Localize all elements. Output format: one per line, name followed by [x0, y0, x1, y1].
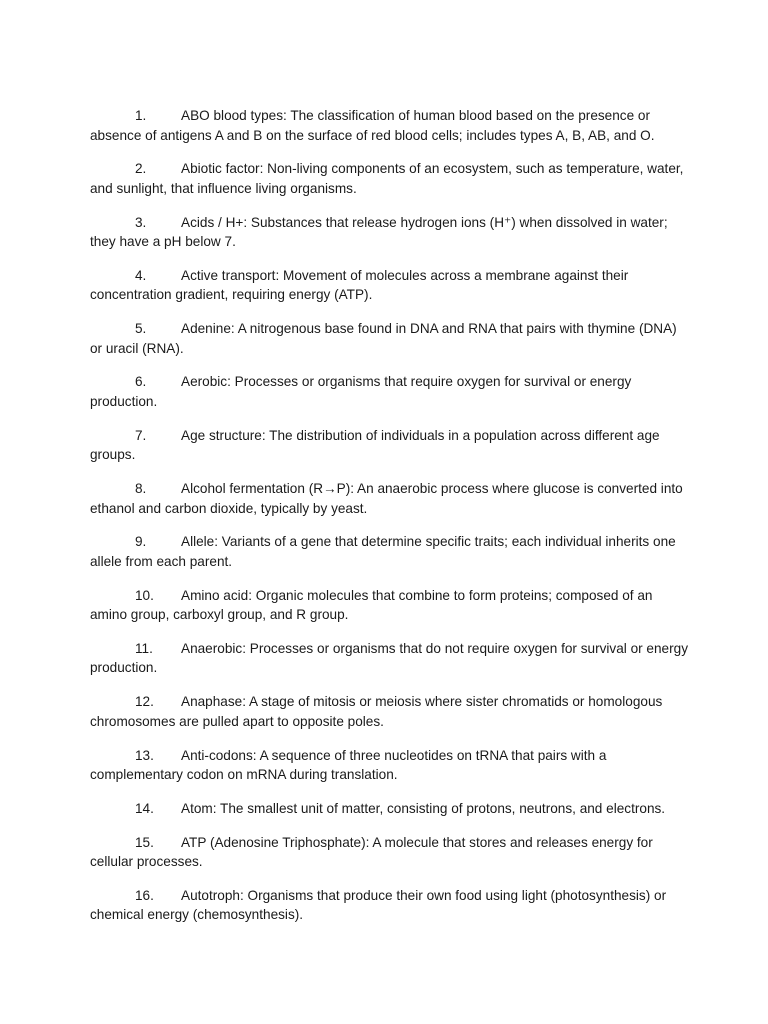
entry-number: 10.	[135, 587, 154, 603]
glossary-entry	[90, 159, 690, 198]
entry-text: Alcohol fermentation (R→P): An anaerobic process where glucose is converted into ethanol and carbon dioxide, typically by yeast.	[90, 481, 683, 516]
entry-text: Acids / H+: Substances that release hydrogen ions (H⁺) when dissolved in water; they have a pH below 7.	[90, 214, 668, 250]
entry-text: Atom: The smallest unit of matter, consisting of protons, neutrons, and electrons.	[181, 800, 666, 816]
entry-number: 8.	[135, 481, 147, 497]
entry-number: 12.	[135, 694, 154, 710]
glossary-entry	[90, 799, 690, 819]
entry-number: 4.	[135, 267, 147, 283]
entry-text: Autotroph: Organisms that produce their own food using light (photosynthesis) or chemical energy (chemosynthesis).	[90, 887, 667, 923]
glossary-entry	[90, 833, 690, 872]
entry-number: 15.	[135, 834, 154, 850]
entry-number: 2.	[135, 161, 147, 177]
glossary-entry	[90, 532, 690, 571]
entry-text: Amino acid: Organic molecules that combine to form proteins; composed of an amino group, carboxyl group, and R group.	[90, 587, 653, 623]
entry-number: 5.	[135, 321, 147, 337]
entry-text: Allele: Variants of a gene that determine specific traits; each individual inherits one allele from each parent.	[90, 534, 676, 569]
entry-number: 16.	[135, 887, 154, 903]
entry-text: Anaerobic: Processes or organisms that do not require oxygen for survival or energy production.	[90, 640, 688, 676]
glossary-entry	[90, 266, 690, 305]
glossary-entry	[90, 319, 690, 358]
glossary-entry	[90, 692, 690, 731]
glossary-entry	[90, 479, 690, 518]
entry-number: 3.	[135, 214, 147, 230]
entry-text: Active transport: Movement of molecules across a membrane against their concentration gradient, requiring energy (ATP).	[90, 267, 629, 303]
entry-number: 6.	[135, 374, 147, 390]
glossary-entry	[90, 746, 690, 785]
glossary-entry	[90, 213, 690, 252]
glossary-list	[90, 106, 690, 939]
entry-number: 1.	[135, 108, 147, 123]
glossary-entry	[90, 886, 690, 925]
entry-text: Anaphase: A stage of mitosis or meiosis where sister chromatids or homologous chromosomes are pulled apart to opposite poles.	[90, 694, 663, 729]
entry-number: 7.	[135, 427, 147, 443]
entry-text: Aerobic: Processes or organisms that require oxygen for survival or energy production.	[90, 374, 632, 409]
entry-number: 14.	[135, 800, 154, 816]
glossary-entry	[90, 426, 690, 465]
entry-number: 9.	[135, 534, 147, 550]
entry-number: 11.	[135, 640, 153, 656]
entry-number: 13.	[135, 747, 154, 763]
entry-text: Age structure: The distribution of individuals in a population across different age groups.	[90, 427, 660, 463]
entry-text: ATP (Adenosine Triphosphate): A molecule that stores and releases energy for cellular processes.	[90, 834, 653, 870]
glossary-entry	[90, 586, 690, 625]
glossary-entry	[90, 639, 690, 678]
entry-text: ABO blood types: The classification of human blood based on the presence or absence of antigens A and B on the surface of red blood cells; includes types A, B, AB, and O.	[90, 108, 655, 143]
glossary-entry	[90, 106, 690, 145]
entry-text: Adenine: A nitrogenous base found in DNA and RNA that pairs with thymine (DNA) or uracil (RNA).	[90, 321, 677, 356]
entry-text: Abiotic factor: Non-living components of an ecosystem, such as temperature, water, and sunlight, that influence living organisms.	[90, 161, 684, 196]
glossary-entry	[90, 372, 690, 411]
entry-text: Anti-codons: A sequence of three nucleotides on tRNA that pairs with a complementary codon on mRNA during translation.	[90, 747, 607, 783]
